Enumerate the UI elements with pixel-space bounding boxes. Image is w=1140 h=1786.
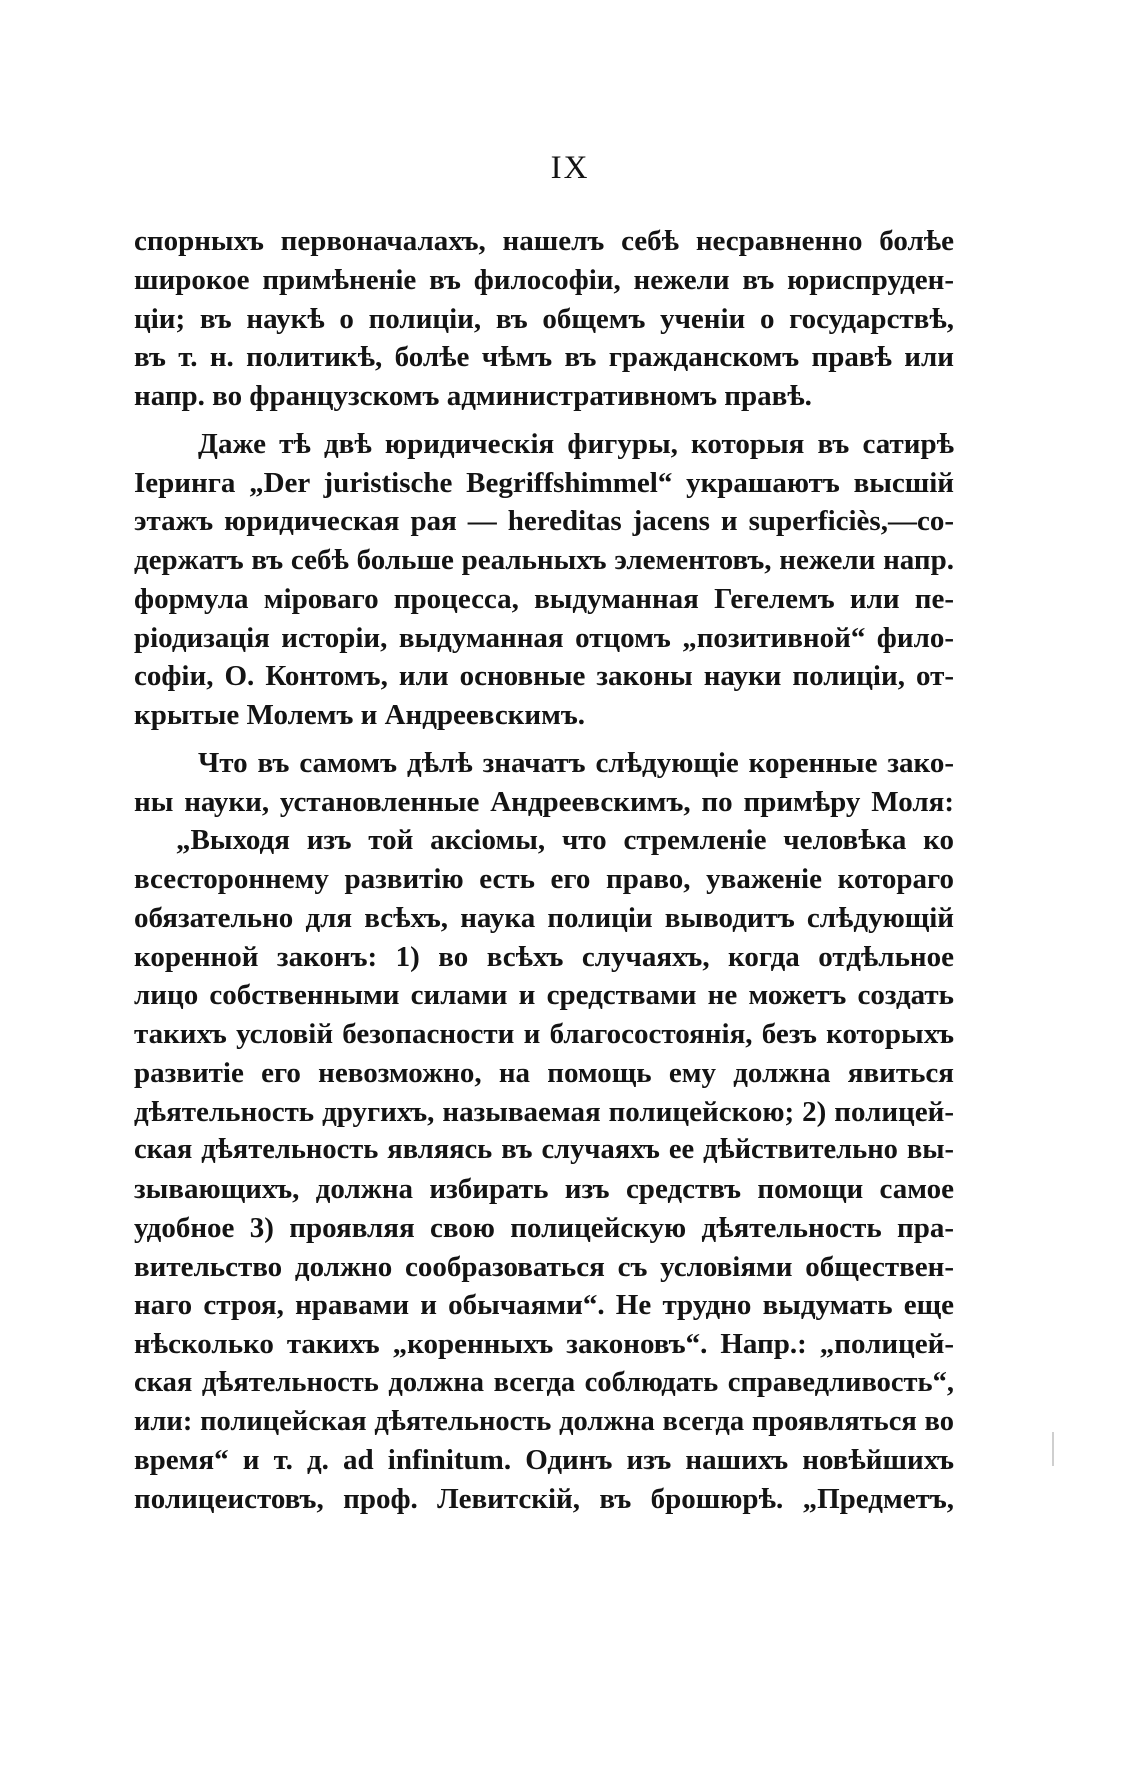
text-line: широкое примѣненіе въ философіи, нежели въ юриспруден- (134, 263, 954, 296)
text-line: дѣятельность другихъ, называемая полицейскою; 2) полицей- (134, 1095, 954, 1128)
text-line: ны науки, установленные Андреевскимъ, по примѣру Моля: (134, 785, 954, 818)
text-line: наго строя, нравами и обычаями“. Не трудно выдумать еще (134, 1289, 954, 1322)
text-line: всестороннему развитію есть его право, уваженіе котораго (134, 863, 954, 895)
text-line: Что въ самомъ дѣлѣ значатъ слѣдующіе коренные зако- (198, 746, 954, 779)
text-line: ская дѣятельность являясь въ случаяхъ ее дѣйствительно вы- (134, 1134, 954, 1166)
text-line: развитіе его невозможно, на помощь ему должна явиться (134, 1056, 954, 1089)
text-line: держатъ въ себѣ больше реальныхъ элементовъ, нежели напр. (134, 544, 954, 576)
text-line: удобное 3) проявляя свою полицейскую дѣятельность пра- (134, 1211, 954, 1244)
body-text (134, 222, 954, 1519)
text-line: ріодизація исторіи, выдуманная отцомъ „позитивной“ фило- (134, 621, 954, 654)
text-line: время“ и т. д. ad infinitum. Одинъ изъ нашихъ новѣйшихъ (134, 1444, 954, 1477)
text-line: формула міроваго процесса, выдуманная Гегелемъ или пе- (134, 582, 954, 615)
text-line: въ т. н. политикѣ, болѣе чѣмъ въ гражданскомъ правѣ или (134, 341, 954, 374)
text-line: обязательно для всѣхъ, наука полиціи выводитъ слѣдующій (134, 901, 954, 934)
text-line: такихъ условій безопасности и благосостоянія, безъ которыхъ (134, 1018, 954, 1050)
text-line: или: полицейская дѣятельность должна всегда проявляться во (134, 1405, 954, 1437)
text-line: лицо собственными силами и средствами не можетъ создать (134, 979, 954, 1012)
page-number: IX (550, 150, 590, 186)
text-line: коренной законъ: 1) во всѣхъ случаяхъ, когда отдѣльное (134, 940, 954, 973)
text-line: софіи, О. Контомъ, или основные законы науки полиціи, от- (134, 660, 954, 693)
text-line: полицеистовъ, проф. Левитскій, въ брошюрѣ. „Предметъ, (134, 1483, 954, 1515)
text-line: ціи; въ наукѣ о полиціи, въ общемъ ученіи о государствѣ, (134, 302, 954, 335)
text-line: Іеринга „Der juristische Begriffshimmel“ украшаютъ высшій (134, 466, 954, 499)
margin-mark (1052, 1432, 1054, 1466)
text-line: ская дѣятельность должна всегда соблюдать справедливость“, (134, 1366, 954, 1398)
quotation-paragraph (134, 821, 954, 1519)
text-line: крытые Молемъ и Андреевскимъ. (134, 699, 586, 731)
paragraph (134, 744, 954, 822)
text-line: зывающихъ, должна избирать изъ средствъ помощи самое (134, 1173, 954, 1205)
text-line: этажъ юридическая рая — hereditas jacens и superficiès,—со- (134, 505, 954, 538)
text-line: нѣсколько такихъ „коренныхъ законовъ“. Напр.: „полицей- (134, 1328, 954, 1360)
paragraph (134, 425, 954, 735)
text-line: Даже тѣ двѣ юридическія фигуры, которыя въ сатирѣ (198, 427, 954, 460)
text-line: спорныхъ первоначалахъ, нашелъ себѣ несравненно болѣе (134, 225, 954, 257)
paragraph (134, 222, 954, 416)
text-line: „Выходя изъ той аксіомы, что стремленіе человѣка ко (176, 824, 954, 857)
text-line: напр. во французскомъ административномъ правѣ. (134, 380, 812, 412)
text-line: вительство должно сообразоваться съ условіями обществен- (134, 1250, 954, 1283)
